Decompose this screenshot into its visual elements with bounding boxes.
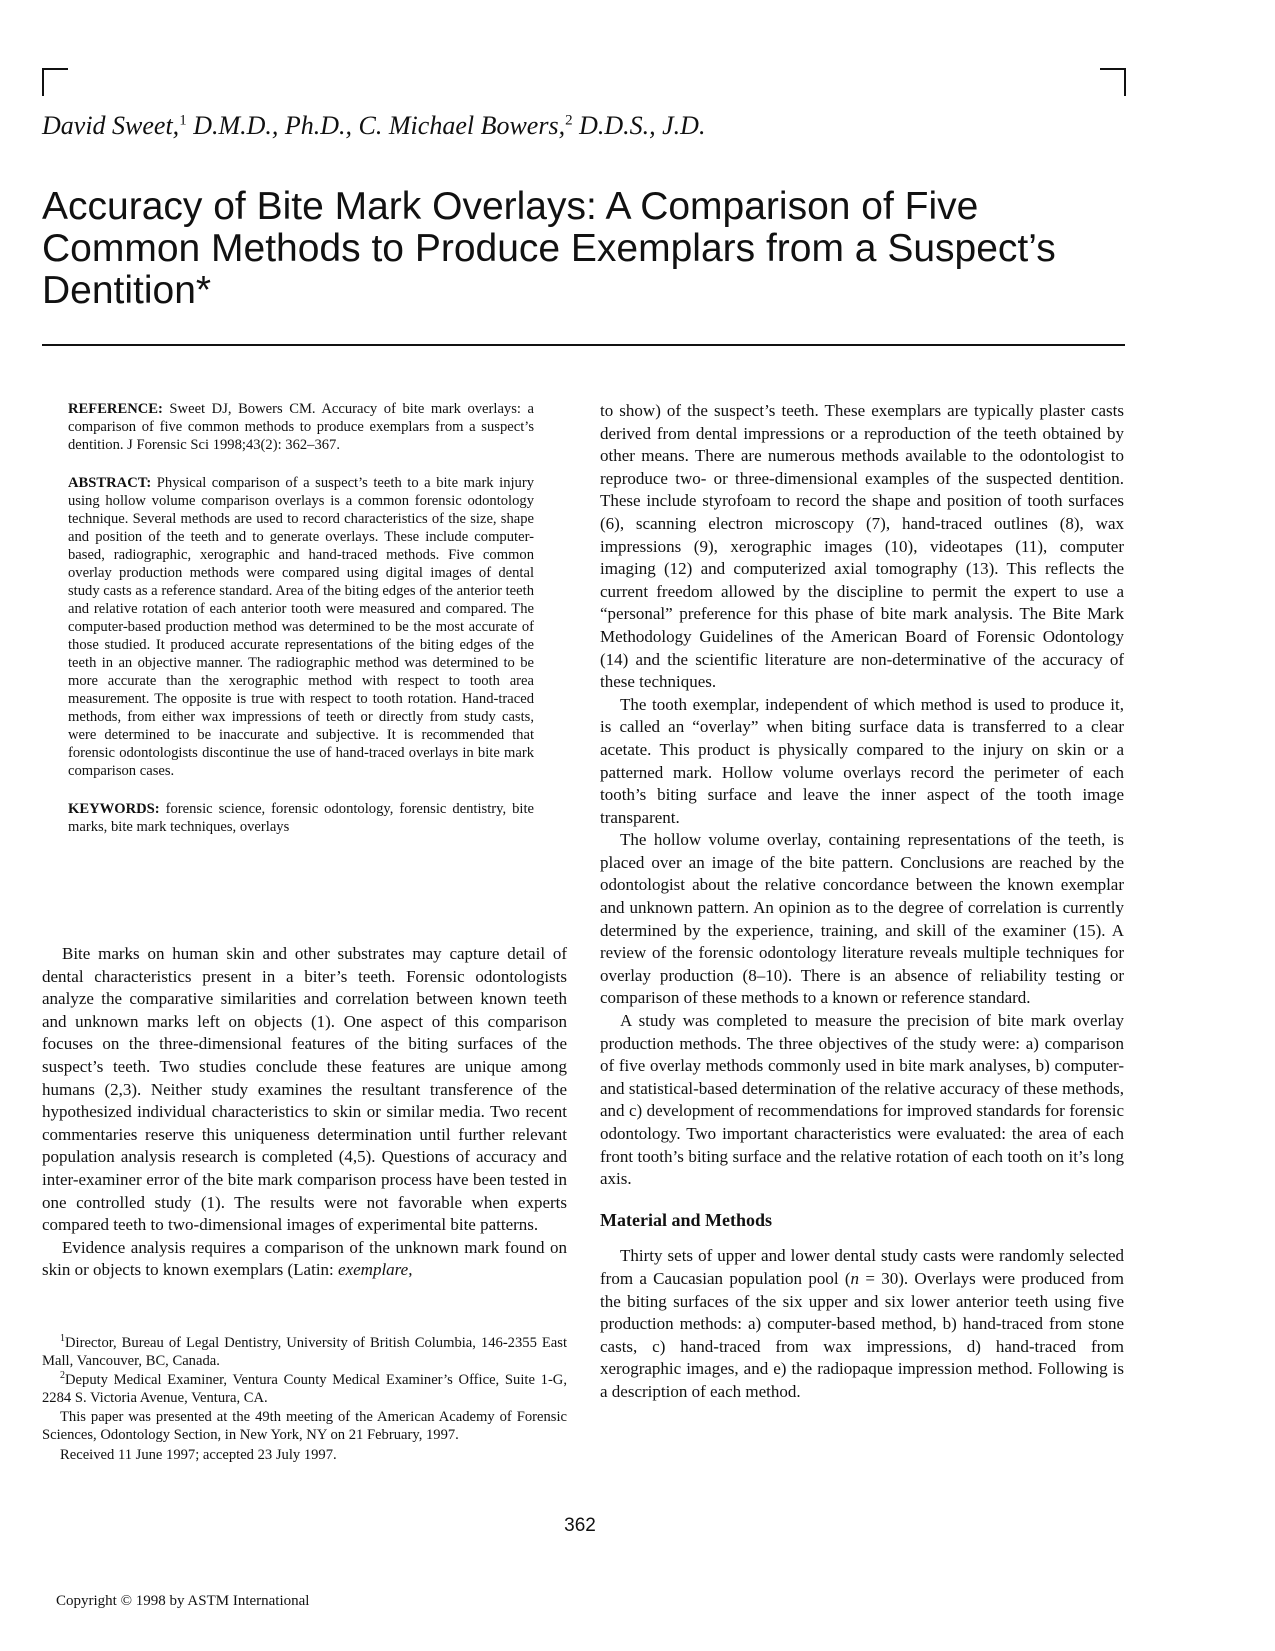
front-matter <box>42 400 567 856</box>
abstract-block: ABSTRACT: Physical comparison of a suspect’s teeth to a bite mark injury using hollow volume comparison overlays is a common forensic odontology technique. Several methods are used to record characteristics of the size, shape and position of the teeth and to generate overlays. These include computer-based, radiographic, xerographic and hand-traced methods. Five common overlay production methods were compared using digital images of dental study casts as a reference standard. Area of the biting edges of the anterior teeth and relative rotation of each anterior tooth were measured and compared. The computer-based production method was determined to be the most accurate of those studied. It produced accurate representations of the biting edges of the teeth in an objective manner. The radiographic method was determined to be more accurate than the xerographic method with respect to tooth area measurement. The opposite is true with respect to tooth rotation. Hand-traced methods, from either wax impressions of teeth or directly from study casts, were determined to be inaccurate and subjective. It is recommended that forensic odontologists discontinue the use of hand-traced overlays in bite mark comparison cases. <box>68 475 534 779</box>
right-body-text <box>600 400 1124 1404</box>
crop-mark-top-right <box>1100 68 1126 96</box>
body-paragraph: to show) of the suspect’s teeth. These exemplars are typically plaster casts derived from dental impressions or a reproduction of the teeth obtained by other means. There are numerous methods available to the odontologist to reproduce two- or three-dimensional examples of the suspected dentition. These include styrofoam to record the shape and position of tooth surfaces (6), scanning electron microscopy (7), hand-traced outlines (8), wax impressions (9), xerographic images (10), videotapes (11), computer imaging (12) and computerized axial tomography (13). This reflects the current freedom allowed by the discipline to permit the expert to use a “personal” preference for this phase of bite mark analysis. The Bite Mark Methodology Guidelines of the American Board of Forensic Odontology (14) and the scientific literature are non-determinative of the accuracy of these techniques. <box>600 401 1124 692</box>
body-paragraph: A study was completed to measure the precision of bite mark overlay production methods. The three objectives of the study were: a) comparison of five overlay methods commonly used in bite mark analyses, b) computer- and statistical-based determination of the relative accuracy of these methods, and c) development of recommendations for improved standards for forensic odontology. Two important characteristics were evaluated: the area of each front tooth’s biting surface and the relative rotation of each tooth on it’s long axis. <box>600 1011 1124 1189</box>
body-paragraph: The tooth exemplar, independent of which method is used to produce it, is called an “overlay” when biting surface data is transferred to a clear acetate. This product is physically compared to the injury on skin or a patterned mark. Hollow volume overlays record the perimeter of each tooth’s biting surface and leave the inner aspect of the tooth image transparent. <box>600 694 1124 827</box>
footnote-2: $^2$Deputy Medical Examiner, Ventura County Medical Examiner’s Office, Suite 1-G, 2284 S. Victoria Avenue, Ventura, CA. <box>42 1370 567 1406</box>
body-paragraph: The hollow volume overlay, containing representations of the teeth, is placed over an image of the bite pattern. Conclusions are reached by the odontologist about the relative concordance between the known exemplar and unknown pattern. An opinion as to the degree of correlation is currently determined by the experience, training, and skill of the examiner (15). A review of the forensic odontology literature reveals multiple techniques for overlay production (8–10). There is an absence of reliability testing or comparison of these methods to a known or reference standard. <box>600 830 1124 1008</box>
paper-title: Accuracy of Bite Mark Overlays: A Comparison of Five Common Methods to Produce Exemplars from a Suspect’s Dentition* <box>42 185 1056 312</box>
footnotes <box>42 1335 567 1466</box>
crop-mark-top-left <box>42 68 68 96</box>
reference-block: REFERENCE: Sweet DJ, Bowers CM. Accuracy of bite mark overlays: a comparison of five common methods to produce exemplars from a suspect’s dentition. J Forensic Sci 1998;43(2): 362–367. <box>68 401 534 453</box>
author-line: David Sweet,$^1$ D.M.D., Ph.D., C. Michael Bowers,$^2$ D.D.S., J.D. <box>42 111 706 140</box>
footnote-received: Received 11 June 1997; accepted 23 July 1997. <box>60 1446 337 1463</box>
section-heading: Material and Methods <box>600 1209 772 1230</box>
keywords-block: KEYWORDS: forensic science, forensic odontology, forensic dentistry, bite marks, bite mark techniques, overlays <box>68 801 534 835</box>
body-paragraph: Bite marks on human skin and other substrates may capture detail of dental characteristics present in a biter’s teeth. Forensic odontologists analyze the comparative similarities and correlation between known teeth and unknown marks left on objects (1). One aspect of this comparison focuses on the three-dimensional features of the biting surfaces of the suspect’s teeth. Two studies conclude these features are unique among humans (2,3). Neither study examines the resultant transference of the hypothesized individual characteristics to skin or similar media. Two recent commentaries reserve this uniqueness determination until further relevant population analysis research is completed (4,5). Questions of accuracy and inter-examiner error of the bite mark comparison process have been tested in one controlled study (1). The results were not favorable when experts compared teeth to two-dimensional images of experimental bite patterns. <box>42 944 567 1235</box>
footnote-1: $^1$Director, Bureau of Legal Dentistry, University of British Columbia, 146-2355 East Mall, Vancouver, BC, Canada. <box>42 1333 567 1369</box>
page-number: 362 <box>564 1515 596 1536</box>
footnote-presentation: This paper was presented at the 49th meeting of the American Academy of Forensic Sciences, Odontology Section, in New York, NY on 21 February, 1997. <box>42 1409 567 1443</box>
body-paragraph: Evidence analysis requires a comparison of the unknown mark found on skin or objects to known exemplars (Latin: exemplare, <box>42 1237 567 1280</box>
title-rule <box>42 344 1125 346</box>
left-body-text <box>42 943 567 1282</box>
copyright-notice: Copyright © 1998 by ASTM International <box>56 1593 310 1609</box>
body-paragraph: Thirty sets of upper and lower dental study casts were randomly selected from a Caucasian population pool (n = 30). Overlays were produced from the biting surfaces of the six upper and six lower anterior teeth using five production methods: a) computer-based method, b) hand-traced from stone casts, c) hand-traced from wax impressions, d) hand-traced from xerographic images, and e) the radiopaque impression method. Following is a description of each method. <box>600 1246 1124 1401</box>
